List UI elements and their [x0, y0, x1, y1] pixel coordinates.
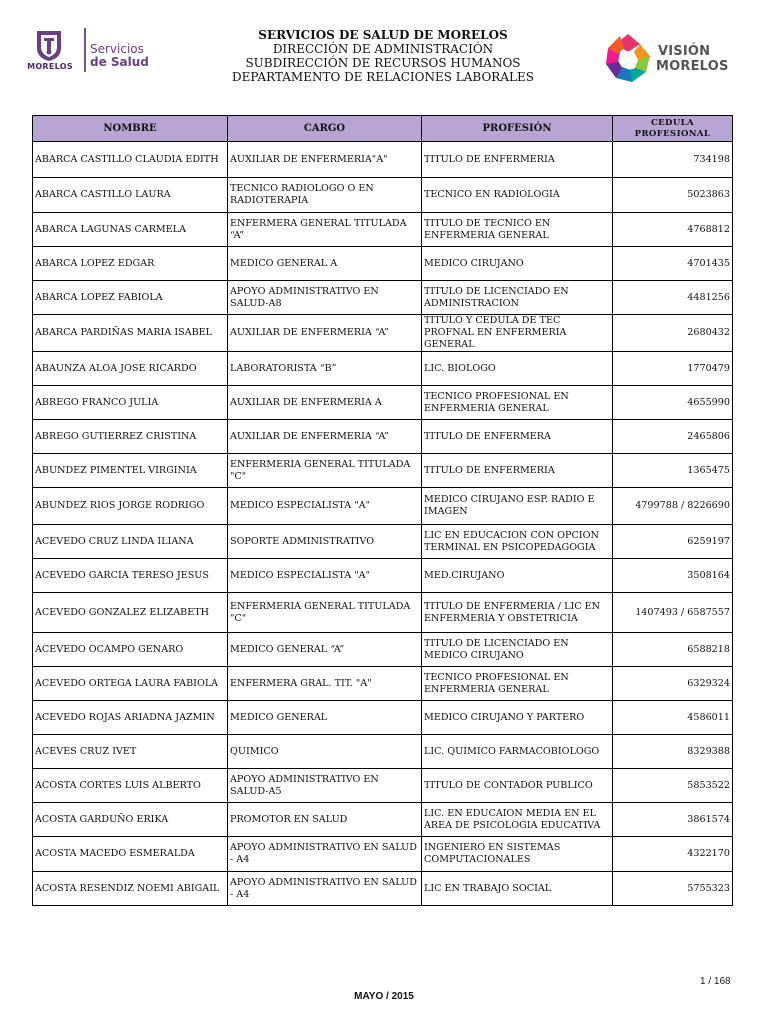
- cell-cargo: AUXILIAR DE ENFERMERIA “A”: [228, 420, 422, 454]
- cell-nombre: ACEVEDO ORTEGA LAURA FABIOLA: [33, 667, 228, 701]
- cell-cedula: 3861574: [613, 803, 733, 837]
- table-row: [33, 213, 733, 247]
- table-row: [33, 837, 733, 872]
- cell-cedula: 5853522: [613, 769, 733, 803]
- cell-nombre: ACOSTA MACEDO ESMERALDA: [33, 837, 228, 872]
- page-number: 1 / 168: [700, 976, 731, 987]
- cell-cedula: 8329388: [613, 735, 733, 769]
- cell-nombre: ABUNDEZ RIOS JORGE RODRIGO: [33, 488, 228, 525]
- cell-nombre: ACEVES CRUZ IVET: [33, 735, 228, 769]
- morelos-crest-icon: [32, 28, 66, 62]
- cell-cargo: AUXILIAR DE ENFERMERIA"A": [228, 142, 422, 178]
- personnel-table: [32, 115, 733, 906]
- cell-profesion: MEDICO CIRUJANO: [422, 247, 613, 281]
- cell-cedula: 4481256: [613, 281, 733, 315]
- cell-cargo: PROMOTOR EN SALUD: [228, 803, 422, 837]
- vision-flower-icon: [602, 32, 654, 84]
- cell-cedula: 1365475: [613, 454, 733, 488]
- cell-profesion: LIC EN TRABAJO SOCIAL: [422, 872, 613, 906]
- cell-cargo: AUXILIAR DE ENFERMERIA “A”: [228, 315, 422, 352]
- cell-cedula: 4322170: [613, 837, 733, 872]
- cell-cargo: TECNICO RADIOLOGO O EN RADIOTERAPIA: [228, 178, 422, 213]
- cell-cedula: 2680432: [613, 315, 733, 352]
- cell-nombre: ABREGO GUTIERREZ CRISTINA: [33, 420, 228, 454]
- footer-date: MAYO / 2015: [354, 991, 414, 1002]
- column-header-profesion: PROFESIÓN: [422, 116, 613, 142]
- table-row: [33, 667, 733, 701]
- cell-cedula: 2465806: [613, 420, 733, 454]
- cell-profesion: MEDICO CIRUJANO ESP. RADIO E IMAGEN: [422, 488, 613, 525]
- document-title-block: [200, 29, 566, 84]
- table-row: [33, 735, 733, 769]
- cell-cedula: 3508164: [613, 559, 733, 593]
- cell-nombre: ACOSTA CORTES LUIS ALBERTO: [33, 769, 228, 803]
- cell-profesion: LIC. BIOLOGO: [422, 352, 613, 386]
- cell-cargo: SOPORTE ADMINISTRATIVO: [228, 525, 422, 559]
- cell-nombre: ACEVEDO GARCIA TERESO JESUS: [33, 559, 228, 593]
- cell-cedula: 4768812: [613, 213, 733, 247]
- logo-divider: [84, 28, 86, 72]
- cell-profesion: TITULO DE TECNICO EN ENFERMERIA GENERAL: [422, 213, 613, 247]
- cell-profesion: TECNICO EN RADIOLOGIA: [422, 178, 613, 213]
- table-row: [33, 593, 733, 633]
- cell-cargo: MEDICO GENERAL A: [228, 247, 422, 281]
- cell-nombre: ACOSTA GARDUÑO ERIKA: [33, 803, 228, 837]
- title-line-2: DIRECCIÓN DE ADMINISTRACIÓN: [272, 42, 494, 56]
- cell-cargo: APOYO ADMINISTRATIVO EN SALUD - A4: [228, 837, 422, 872]
- table-row: [33, 247, 733, 281]
- vision-morelos-logo: [600, 28, 745, 84]
- cell-cedula: 4799788 / 8226690: [613, 488, 733, 525]
- cell-nombre: ACEVEDO OCAMPO GENARO: [33, 633, 228, 667]
- table-row: [33, 352, 733, 386]
- table-row: [33, 701, 733, 735]
- cell-profesion: MEDICO CIRUJANO Y PARTERO: [422, 701, 613, 735]
- cell-cargo: AUXILIAR DE ENFERMERIA A: [228, 386, 422, 420]
- column-header-cargo: CARGO: [228, 116, 422, 142]
- table-row: [33, 386, 733, 420]
- table-row: [33, 803, 733, 837]
- cell-cargo: QUIMICO: [228, 735, 422, 769]
- table-row: [33, 281, 733, 315]
- cell-profesion: TITULO DE ENFERMERIA / LIC EN ENFERMERIA Y OBSTETRICIA: [422, 593, 613, 633]
- table-row: [33, 633, 733, 667]
- cell-nombre: ABARCA LAGUNAS CARMELA: [33, 213, 228, 247]
- cell-nombre: ABUNDEZ PIMENTEL VIRGINIA: [33, 454, 228, 488]
- table-row: [33, 559, 733, 593]
- cell-nombre: ACEVEDO CRUZ LINDA ILIANA: [33, 525, 228, 559]
- cell-cargo: ENFERMERA GENERAL TITULADA “A”: [228, 213, 422, 247]
- cell-cargo: ENFERMERIA GENERAL TITULADA "C": [228, 593, 422, 633]
- servicios-logo-text: Servicios: [90, 42, 144, 56]
- cell-cargo: MEDICO ESPECIALISTA "A": [228, 559, 422, 593]
- cell-nombre: ABREGO FRANCO JULIA: [33, 386, 228, 420]
- cell-nombre: ACOSTA RESENDIZ NOEMI ABIGAIL: [33, 872, 228, 906]
- table-row: [33, 769, 733, 803]
- column-header-nombre: NOMBRE: [33, 116, 228, 142]
- cell-cedula: 5755323: [613, 872, 733, 906]
- title-line-3: SUBDIRECCIÓN DE RECURSOS HUMANOS: [245, 56, 521, 70]
- cell-cargo: ENFERMERIA GENERAL TITULADA "C": [228, 454, 422, 488]
- table-row: [33, 420, 733, 454]
- title-line-4: DEPARTAMENTO DE RELACIONES LABORALES: [232, 70, 534, 84]
- cell-nombre: ACEVEDO GONZALEZ ELIZABETH: [33, 593, 228, 633]
- cell-nombre: ABAUNZA ALOA JOSE RICARDO: [33, 352, 228, 386]
- cell-cedula: 6588218: [613, 633, 733, 667]
- table-row: [33, 178, 733, 213]
- table-row: [33, 142, 733, 178]
- cell-cargo: MEDICO GENERAL “A”: [228, 633, 422, 667]
- cell-profesion: TITULO DE ENFERMERIA: [422, 142, 613, 178]
- cell-cargo: APOYO ADMINISTRATIVO EN SALUD - A4: [228, 872, 422, 906]
- cell-cedula: 734198: [613, 142, 733, 178]
- salud-logo-text: de Salud: [90, 55, 149, 69]
- title-line-1: SERVICIOS DE SALUD DE MORELOS: [258, 28, 508, 42]
- cell-cargo: MEDICO ESPECIALISTA "A": [228, 488, 422, 525]
- cell-cargo: ENFERMERA GRAL. TIT. "A": [228, 667, 422, 701]
- cell-cedula: 4701435: [613, 247, 733, 281]
- table-row: [33, 872, 733, 906]
- cell-profesion: TITULO DE LICENCIADO EN ADMINISTRACION: [422, 281, 613, 315]
- cell-profesion: TITULO DE ENFERMERIA: [422, 454, 613, 488]
- cell-nombre: ACEVEDO ROJAS ARIADNA JAZMIN: [33, 701, 228, 735]
- table-row: [33, 525, 733, 559]
- cell-cedula: 1770479: [613, 352, 733, 386]
- cell-cargo: APOYO ADMINISTRATIVO EN SALUD-A8: [228, 281, 422, 315]
- morelos-logo-text-right: MORELOS: [656, 59, 729, 74]
- servicios-de-salud-logo: [20, 26, 152, 74]
- cell-nombre: ABARCA LOPEZ EDGAR: [33, 247, 228, 281]
- cell-profesion: LIC EN EDUCACION CON OPCION TERMINAL EN PSICOPEDAGOGIA: [422, 525, 613, 559]
- cell-nombre: ABARCA CASTILLO CLAUDIA EDITH: [33, 142, 228, 178]
- cell-nombre: ABARCA PARDIÑAS MARIA ISABEL: [33, 315, 228, 352]
- cell-cedula: 1407493 / 6587557: [613, 593, 733, 633]
- cell-cargo: MEDICO GENERAL: [228, 701, 422, 735]
- table-header-row: [33, 116, 733, 142]
- cell-profesion: TECNICO PROFESIONAL EN ENFERMERIA GENERAL: [422, 667, 613, 701]
- table-body: [33, 142, 733, 906]
- cell-profesion: TITULO DE ENFERMERA: [422, 420, 613, 454]
- table-row: [33, 488, 733, 525]
- column-header-cedula: CEDULA PROFESIONAL: [613, 116, 733, 142]
- cell-profesion: MED.CIRUJANO: [422, 559, 613, 593]
- cell-cedula: 6259197: [613, 525, 733, 559]
- cell-profesion: TITULO Y CEDULA DE TEC PROFNAL EN ENFERMERIA GENERAL: [422, 315, 613, 352]
- cell-profesion: TITULO DE LICENCIADO EN MEDICO CIRUJANO: [422, 633, 613, 667]
- cell-cedula: 5023863: [613, 178, 733, 213]
- cell-cedula: 6329324: [613, 667, 733, 701]
- cell-cargo: APOYO ADMINISTRATIVO EN SALUD-A5: [228, 769, 422, 803]
- cell-cedula: 4586011: [613, 701, 733, 735]
- table-row: [33, 315, 733, 352]
- cell-cargo: LABORATORISTA “B”: [228, 352, 422, 386]
- cell-cedula: 4655990: [613, 386, 733, 420]
- cell-nombre: ABARCA CASTILLO LAURA: [33, 178, 228, 213]
- cell-profesion: LIC. QUIMICO FARMACOBIOLOGO: [422, 735, 613, 769]
- vision-logo-text: VISIÓN: [658, 44, 711, 59]
- morelos-logo-text: MORELOS: [27, 62, 73, 71]
- cell-profesion: TECNICO PROFESIONAL EN ENFERMERIA GENERAL: [422, 386, 613, 420]
- cell-profesion: LIC. EN EDUCAION MEDIA EN EL AREA DE PSICOLOGIA EDUCATIVA: [422, 803, 613, 837]
- cell-nombre: ABARCA LOPEZ FABIOLA: [33, 281, 228, 315]
- cell-profesion: INGENIERO EN SISTEMAS COMPUTACIONALES: [422, 837, 613, 872]
- table-row: [33, 454, 733, 488]
- cell-profesion: TITULO DE CONTADOR PUBLICO: [422, 769, 613, 803]
